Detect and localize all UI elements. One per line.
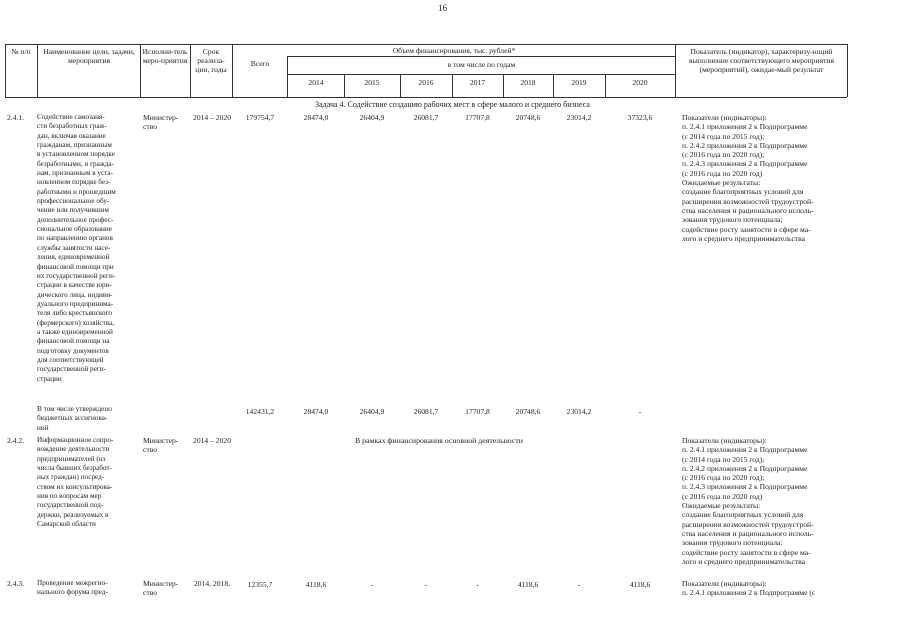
indicator-line: расширения возможностей трудоустрой- bbox=[682, 519, 814, 529]
row-year-value: 26404,9 bbox=[359, 113, 385, 122]
row-year-value: 4118,6 bbox=[517, 580, 539, 589]
indicator-line: зования трудового потенциала: bbox=[682, 538, 783, 548]
name-line: дан, включая оказание bbox=[37, 131, 106, 140]
row-number: 2.4.1. bbox=[7, 113, 25, 122]
col-rule bbox=[675, 44, 676, 97]
header-indicator: Показатель (индикатор), характеризу-ющий выполнение соответствующего мероприятия (мероприятий), ожидае-мый результат bbox=[689, 47, 834, 74]
name-line: числа бывших безработ- bbox=[37, 464, 113, 473]
indicator-line: содействие росту занятости в сфере ма- bbox=[682, 224, 811, 234]
header-top-rule bbox=[5, 44, 847, 45]
row-executor: Министер-ство bbox=[143, 113, 179, 131]
row-indicators bbox=[682, 436, 850, 566]
header-mid-rule bbox=[287, 56, 675, 57]
indicator-line: Показатели (индикаторы): bbox=[682, 579, 767, 588]
row-name bbox=[37, 113, 139, 384]
name-line: по направлению органов bbox=[37, 234, 113, 243]
name-line: государственной под- bbox=[37, 501, 104, 510]
row-year-value: - bbox=[424, 580, 428, 589]
name-line: Информационное сопро- bbox=[37, 436, 114, 444]
row-indicators bbox=[682, 113, 850, 243]
header-year: 2015 bbox=[364, 78, 380, 87]
header-years-rule bbox=[287, 74, 675, 75]
header-year: 2017 bbox=[469, 78, 486, 87]
row-year-value: 20748,6 bbox=[515, 113, 541, 122]
name-line: сиональное образование bbox=[37, 225, 112, 234]
indicator-line: создание благоприятных условий для bbox=[682, 510, 804, 520]
row-executor: Министер-ство bbox=[143, 579, 179, 597]
indicator-line: лого и среднего предпринимательства bbox=[682, 233, 805, 243]
row-term: 2014 – 2020 bbox=[193, 436, 231, 445]
indicator-line: (с 2016 года по 2020 год) bbox=[682, 491, 763, 501]
name-line: нам, признанным в уста- bbox=[37, 169, 113, 178]
name-line: для соответствующей bbox=[37, 355, 104, 364]
page-number: 16 bbox=[438, 3, 447, 13]
name-line: нального форума пред- bbox=[37, 588, 108, 597]
indicator-line: (с 2014 года по 2015 год); bbox=[682, 454, 765, 464]
row-term: 2014 – 2020 bbox=[193, 113, 231, 122]
name-line: профессиональное обу- bbox=[37, 197, 110, 206]
name-line: дополнительное профес- bbox=[37, 215, 114, 224]
row-year-value: 26404,9 bbox=[359, 407, 385, 416]
name-line: а также единовременной bbox=[37, 327, 113, 336]
col-rule bbox=[287, 56, 288, 97]
header-name: Наименование цели, задачи, мероприятия bbox=[43, 47, 135, 65]
row-total: 179754,7 bbox=[245, 113, 275, 122]
row-year-value: 4118,6 bbox=[305, 580, 327, 589]
header-num: № п/п bbox=[11, 47, 31, 56]
row-year-value: 23014,2 bbox=[566, 113, 592, 122]
name-line: безработными, и гражда- bbox=[37, 159, 115, 168]
name-line: вождение деятельности bbox=[37, 445, 110, 454]
name-line: Содействие самозаня- bbox=[37, 113, 105, 121]
name-line: страции bbox=[37, 374, 62, 383]
indicator-line: Ожидаемые результаты: bbox=[682, 178, 761, 188]
row-total: 12355,7 bbox=[247, 580, 273, 589]
row-year-value: - bbox=[370, 580, 374, 589]
row-year-value: 20748,6 bbox=[515, 407, 541, 416]
row-number: 2.4.3. bbox=[7, 579, 25, 588]
name-line: подготовку документов bbox=[37, 346, 109, 355]
name-line: чение или получившим bbox=[37, 206, 109, 215]
name-line: предпринимателей (из bbox=[37, 454, 106, 463]
row-year-value: - bbox=[577, 580, 581, 589]
name-line: службы занятости насе- bbox=[37, 243, 111, 252]
row-executor: Министер-ство bbox=[143, 436, 179, 454]
name-line: дического лица, индиви- bbox=[37, 290, 113, 299]
indicator-line: (с 2016 года по 2020 год); bbox=[682, 150, 765, 160]
indicator-line: содействие росту занятости в сфере ма- bbox=[682, 547, 811, 557]
header-volume: Объем финансирования, тыс. рублей* bbox=[392, 46, 516, 55]
row-name bbox=[37, 579, 139, 598]
col-rule bbox=[140, 44, 141, 97]
header-year: 2020 bbox=[632, 78, 648, 87]
row-year-value: 4118,6 bbox=[629, 580, 651, 589]
name-line: ний bbox=[37, 423, 49, 432]
name-line: сти безработных граж- bbox=[37, 122, 107, 131]
row-year-value: 28474,0 bbox=[303, 407, 329, 416]
header-year: 2018 bbox=[520, 78, 536, 87]
name-line: финансовой помощи на bbox=[37, 337, 110, 346]
indicator-line: (с 2016 года по 2020 год) bbox=[682, 168, 763, 178]
name-line: бюджетных ассигнова- bbox=[37, 414, 108, 423]
name-line: Проведение межрегио- bbox=[37, 579, 108, 587]
name-line: гражданам, признанным bbox=[37, 141, 112, 150]
row-number: 2.4.2. bbox=[7, 436, 25, 445]
header-term: Срок реализа-ции, годы bbox=[195, 47, 227, 74]
name-line: новленном порядке без- bbox=[37, 178, 111, 187]
row-term: 2014, 2018, bbox=[193, 579, 231, 588]
indicator-line: Показатели (индикаторы): bbox=[682, 113, 767, 122]
name-line: В том числе утверждено bbox=[37, 405, 112, 413]
col-rule bbox=[190, 44, 191, 97]
indicator-line: ства населения и рационального исполь- bbox=[682, 528, 814, 538]
header-year: 2014 bbox=[308, 78, 324, 87]
row-year-value: - bbox=[638, 407, 642, 416]
name-line: Самарской области bbox=[37, 520, 96, 529]
name-line: финансовой помощи при bbox=[37, 262, 114, 271]
row-year-value: 17707,8 bbox=[465, 113, 490, 122]
header-year: 2016 bbox=[418, 78, 434, 87]
name-line: ления, единовременной bbox=[37, 253, 110, 262]
indicator-line: п. 2.4.3 приложения 2 к Подпрограмме bbox=[682, 482, 808, 492]
name-line: держки, реализуемых в bbox=[37, 510, 109, 519]
name-line: дуального предпринима- bbox=[37, 299, 114, 308]
header-by-years: в том числе по годам bbox=[447, 60, 516, 69]
name-line: государственной реги- bbox=[37, 365, 106, 374]
row-indicators bbox=[682, 579, 850, 598]
col-rule bbox=[847, 44, 848, 97]
row-year-value: 23014,2 bbox=[566, 407, 592, 416]
row-name bbox=[37, 436, 139, 529]
row-total: 142431,2 bbox=[245, 407, 275, 416]
name-line: работными и прошедшим bbox=[37, 187, 116, 196]
col-rule bbox=[232, 44, 233, 97]
indicator-line: п. 2.4.1 приложения 2 к Подпрограмме (с bbox=[682, 588, 816, 598]
row-year-value: 17707,8 bbox=[465, 407, 490, 416]
name-line: страции в качестве юри- bbox=[37, 281, 112, 290]
row-year-value: 26081,7 bbox=[413, 113, 439, 122]
name-line: теля либо крестьянского bbox=[37, 309, 112, 318]
indicator-line: (с 2014 года по 2015 год); bbox=[682, 131, 765, 141]
indicator-line: п. 2.4.2 приложения 2 к Подпрограмме bbox=[682, 140, 808, 150]
row-year-value: 26081,7 bbox=[413, 407, 439, 416]
row-name bbox=[37, 405, 139, 433]
header-executor: Исполни-тель меро-приятия bbox=[142, 47, 188, 65]
indicator-line: п. 2.4.3 приложения 2 к Подпрограмме bbox=[682, 159, 808, 169]
name-line: их государственной реги- bbox=[37, 271, 116, 280]
indicator-line: расширения возможностей трудоустрой- bbox=[682, 196, 814, 206]
row-year-value: - bbox=[476, 580, 479, 589]
row-year-value: 37323,6 bbox=[627, 113, 653, 122]
indicator-line: Показатели (индикаторы): bbox=[682, 436, 767, 445]
name-line: ством их консультирова- bbox=[37, 482, 113, 491]
name-line: в установленном порядке bbox=[37, 150, 115, 159]
header-year: 2019 bbox=[571, 78, 587, 87]
indicator-line: п. 2.4.2 приложения 2 к Подпрограмме bbox=[682, 463, 808, 473]
indicator-line: создание благоприятных условий для bbox=[682, 187, 804, 197]
indicator-line: п. 2.4.1 приложения 2 к Подпрограмме bbox=[682, 122, 808, 132]
name-line: (фермерского) хозяйства, bbox=[37, 318, 115, 327]
header-total: Всего bbox=[250, 59, 270, 68]
header-bottom-rule bbox=[5, 97, 847, 98]
col-rule bbox=[5, 44, 6, 97]
indicator-line: лого и среднего предпринимательства bbox=[682, 556, 805, 566]
indicator-line: Ожидаемые результаты: bbox=[682, 501, 761, 511]
financing-note: В рамках финансирования основной деятельности bbox=[355, 436, 523, 445]
col-rule bbox=[37, 44, 38, 97]
row-year-value: 28474,0 bbox=[303, 113, 329, 122]
name-line: ных граждан) посред- bbox=[37, 473, 105, 482]
indicator-line: п. 2.4.1 приложения 2 к Подпрограмме bbox=[682, 445, 808, 455]
indicator-line: зования трудового потенциала; bbox=[682, 215, 783, 225]
task-title: Задача 4. Содействие созданию рабочих мест в сфере малого и среднего бизнеса bbox=[315, 100, 590, 109]
name-line: ния по вопросам мер bbox=[37, 492, 102, 501]
indicator-line: (с 2016 года по 2020 год); bbox=[682, 473, 765, 483]
indicator-line: ства населения и рационального исполь- bbox=[682, 205, 814, 215]
